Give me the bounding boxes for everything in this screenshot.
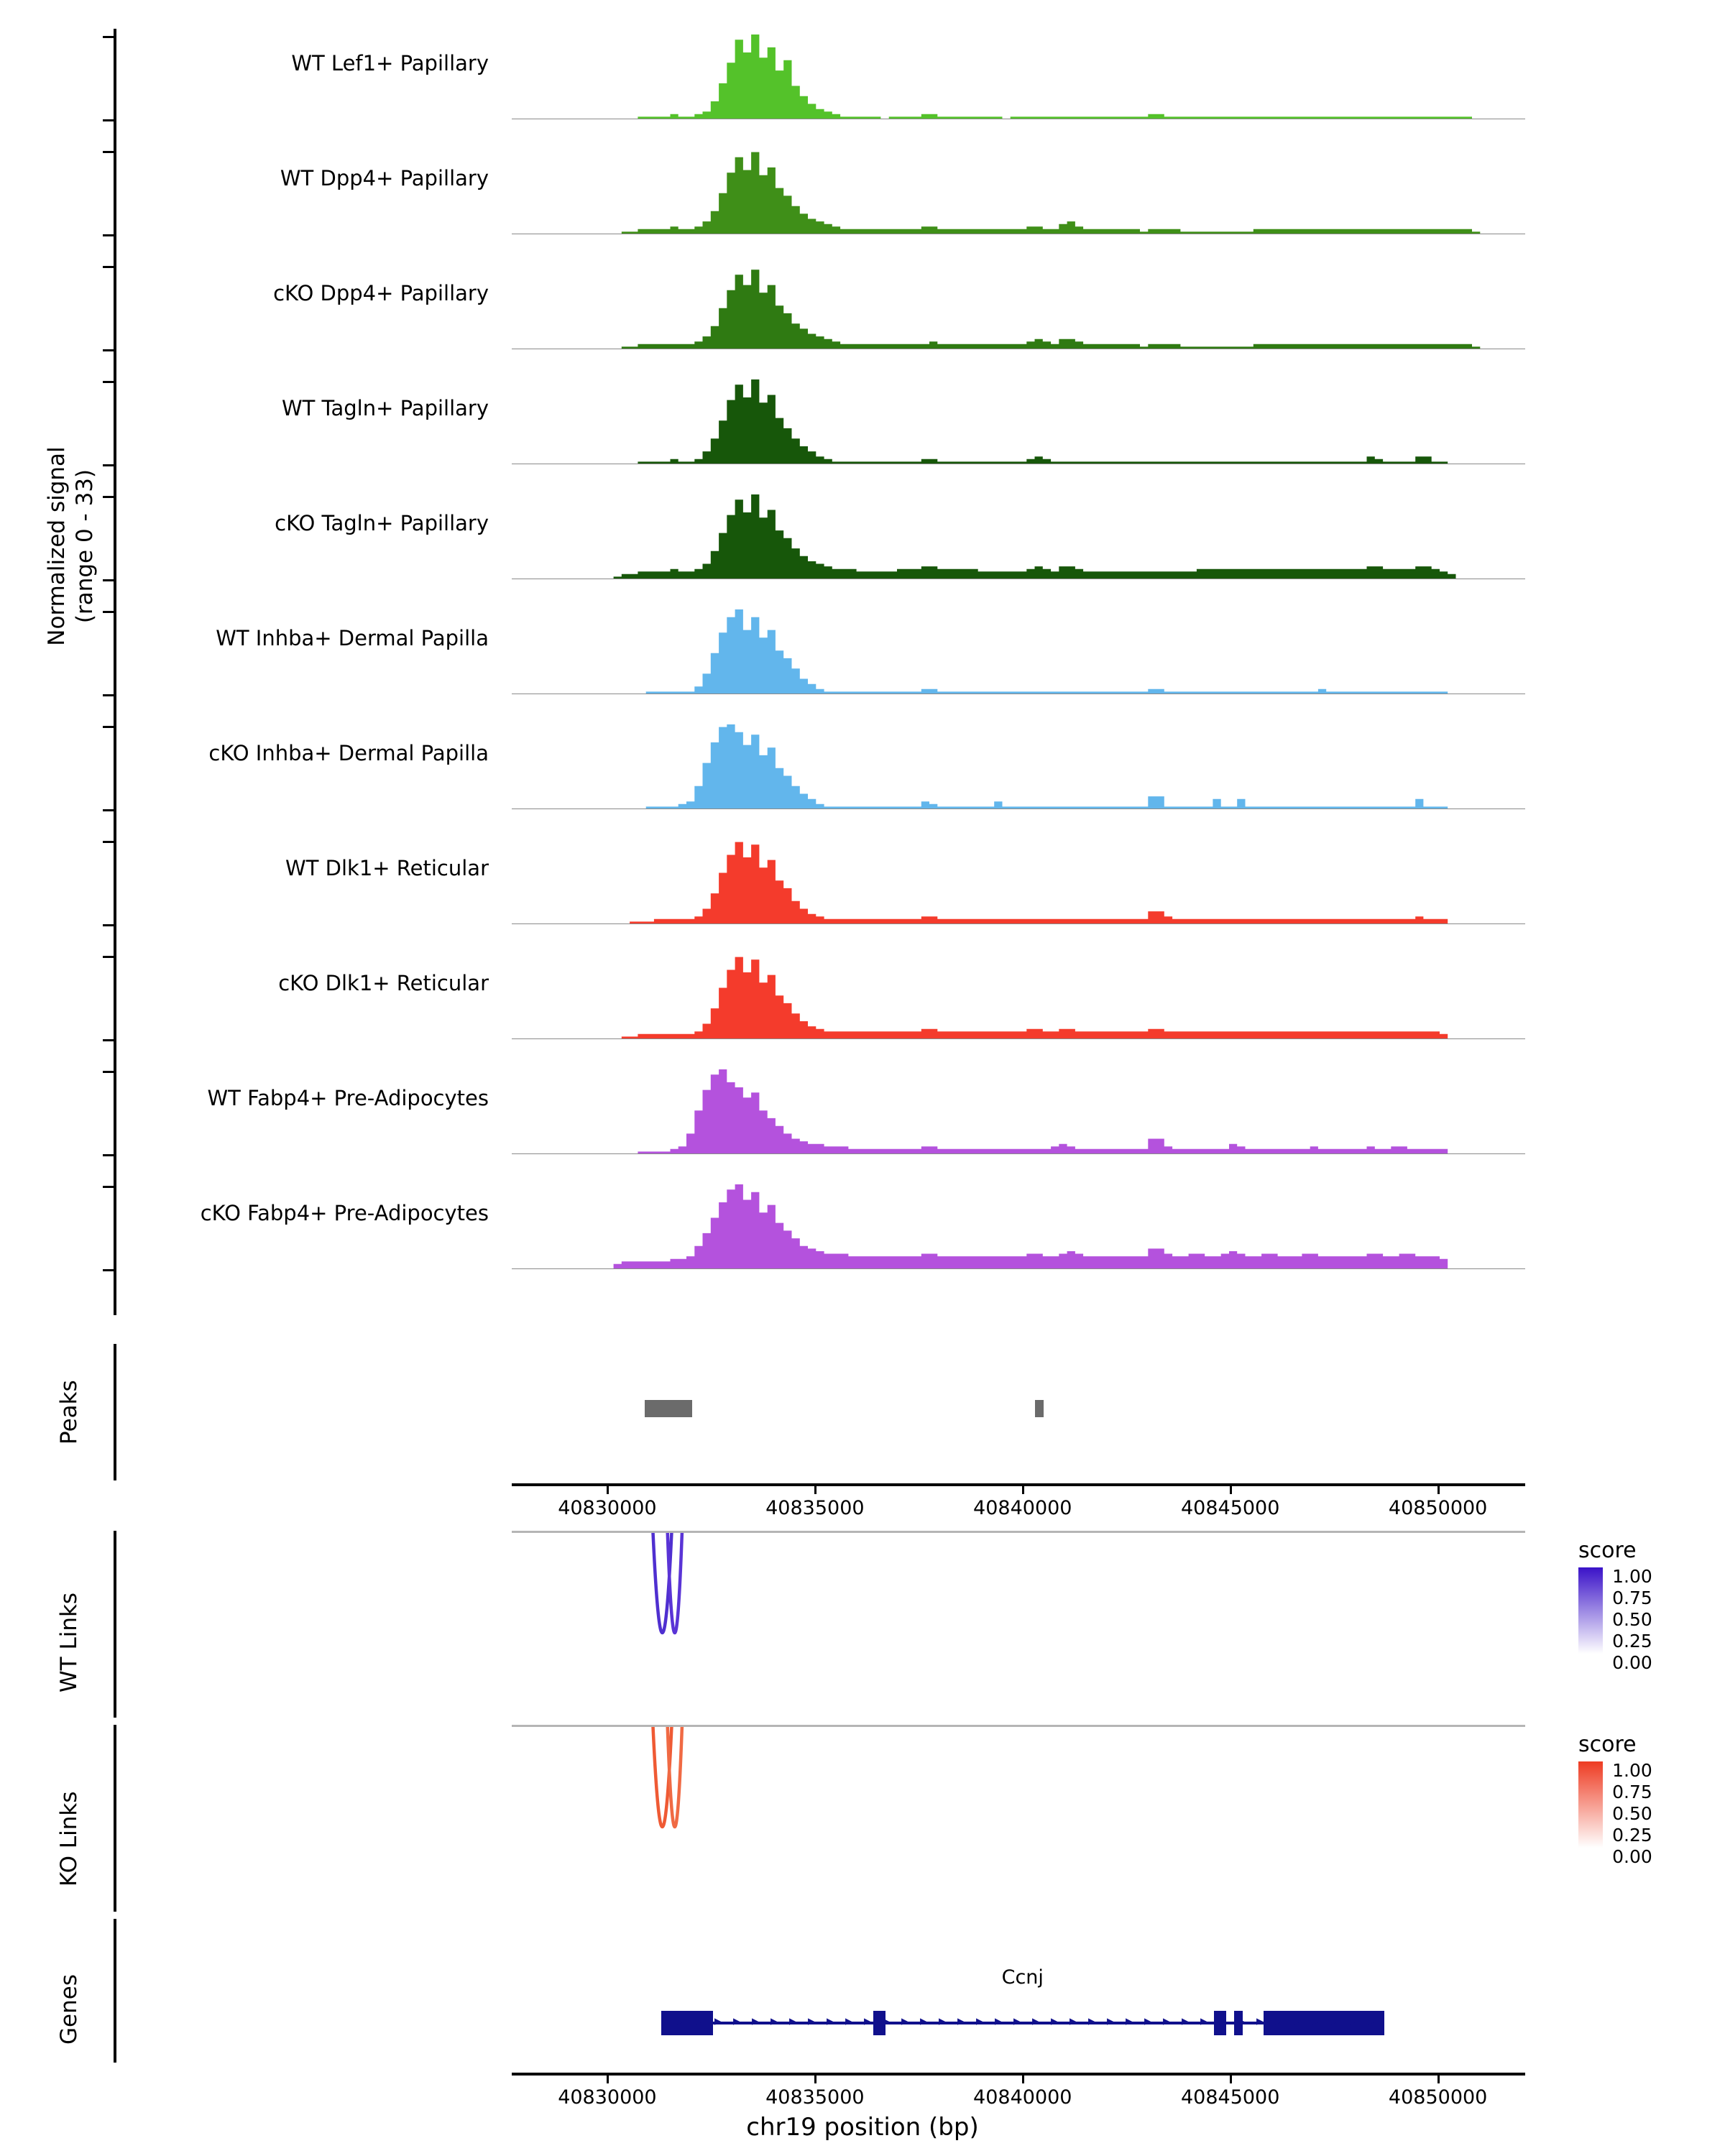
coverage-axis-tick: [103, 381, 114, 383]
coverage-axis-tick: [103, 956, 114, 958]
gene-strand-arrow-icon: ▸: [1126, 2013, 1133, 2029]
gene-strand-arrow-icon: ▸: [976, 2013, 983, 2029]
x-axis-tick-label: 40835000: [765, 2086, 865, 2109]
ko-links-section-label: KO Links: [56, 1791, 82, 1886]
gene-name-label: Ccnj: [1001, 1966, 1044, 1989]
wt-links-legend-title: score: [1578, 1538, 1637, 1563]
gene-strand-arrow-icon: ▸: [1144, 2013, 1151, 2029]
x-axis-tick: [607, 2076, 609, 2083]
coverage-axis-tick: [103, 694, 114, 696]
gene-strand-arrow-icon: ▸: [752, 2013, 759, 2029]
coverage-axis-tick: [103, 349, 114, 351]
gene-strand-arrow-icon: ▸: [1182, 2013, 1189, 2029]
gene-strand-arrow-icon: ▸: [1088, 2013, 1095, 2029]
coverage-axis-tick: [103, 266, 114, 268]
coverage-axis-tick: [103, 36, 114, 38]
gene-strand-arrow-icon: ▸: [1256, 2013, 1264, 2029]
coverage-axis-tick: [103, 841, 114, 843]
x-axis-tick-label: 40830000: [558, 2086, 657, 2109]
gene-strand-arrow-icon: ▸: [1331, 2013, 1338, 2029]
peaks-section-label: Peaks: [56, 1380, 82, 1445]
x-axis-tick: [1230, 2076, 1232, 2083]
x-axis-tick-label: 40845000: [1180, 2086, 1280, 2109]
x-axis-tick: [1022, 2076, 1024, 2083]
x-axis-tick: [1438, 2076, 1440, 2083]
ko-links-legend-title: score: [1578, 1732, 1637, 1757]
coverage-axis-tick: [103, 119, 114, 121]
x-axis-title: chr19 position (bp): [746, 2113, 979, 2142]
genes-section-label: Genes: [56, 1974, 82, 2045]
x-axis-tick-label: 40850000: [1388, 2086, 1488, 2109]
gene-strand-arrow-icon: ▸: [920, 2013, 927, 2029]
legend-tick: 0.75: [1612, 1782, 1652, 1802]
coverage-track-label: WT Tagln+ Papillary: [281, 396, 489, 420]
legend-tick: 0.50: [1612, 1803, 1652, 1824]
gene-strand-arrow-icon: ▸: [1163, 2013, 1170, 2029]
gene-strand-arrow-icon: ▸: [995, 2013, 1002, 2029]
coverage-track-label: WT Dlk1+ Reticular: [285, 856, 489, 880]
coverage-axis-tick: [103, 1186, 114, 1188]
gene-strand-arrow-icon: ▸: [1200, 2013, 1208, 2029]
gene-strand-arrow-icon: ▸: [1275, 2013, 1282, 2029]
gene-strand-arrow-icon: ▸: [1350, 2013, 1357, 2029]
x-axis-tick-label: 40850000: [1388, 1497, 1488, 1519]
coverage-track-label: WT Dpp4+ Papillary: [280, 166, 489, 190]
gene-strand-arrow-icon: ▸: [845, 2013, 852, 2029]
x-axis-tick-label: 40840000: [973, 2086, 1072, 2109]
gene-strand-arrow-icon: ▸: [1013, 2013, 1021, 2029]
y-axis-label-line2: (range 0 - 33): [71, 469, 98, 624]
x-axis-tick-label: 40835000: [765, 1497, 865, 1519]
gene-strand-arrow-icon: ▸: [1107, 2013, 1114, 2029]
gene-strand-arrow-icon: ▸: [789, 2013, 796, 2029]
coverage-axis-tick: [103, 1269, 114, 1271]
gene-strand-arrow-icon: ▸: [957, 2013, 965, 2029]
coverage-axis-tick: [103, 1071, 114, 1073]
coverage-track-label: cKO Tagln+ Papillary: [275, 511, 489, 535]
gene-strand-arrow-icon: ▸: [864, 2013, 871, 2029]
legend-tick: 0.50: [1612, 1609, 1652, 1630]
coverage-track-label: cKO Dpp4+ Papillary: [273, 281, 489, 305]
gene-strand-arrow-icon: ▸: [1368, 2013, 1376, 2029]
gene-strand-arrow-icon: ▸: [1051, 2013, 1058, 2029]
gene-strand-arrow-icon: ▸: [1238, 2013, 1245, 2029]
legend-tick: 0.75: [1612, 1588, 1652, 1608]
gene-strand-arrow-icon: ▸: [733, 2013, 740, 2029]
gene-strand-arrow-icon: ▸: [1032, 2013, 1039, 2029]
x-axis-tick-label: 40830000: [558, 1497, 657, 1519]
gene-strand-arrow-icon: ▸: [883, 2013, 890, 2029]
x-axis-tick-label: 40840000: [973, 1497, 1072, 1519]
coverage-axis-tick: [103, 809, 114, 811]
gene-strand-arrow-icon: ▸: [1294, 2013, 1301, 2029]
wt-links-section-label: WT Links: [56, 1592, 82, 1692]
gene-strand-arrow-icon: ▸: [1219, 2013, 1226, 2029]
legend-tick: 1.00: [1612, 1760, 1652, 1781]
x-axis-tick-label: 40845000: [1180, 1497, 1280, 1519]
coverage-axis-tick: [103, 496, 114, 498]
gene-strand-arrow-icon: ▸: [901, 2013, 908, 2029]
legend-tick: 0.00: [1612, 1846, 1652, 1867]
gene-strand-arrow-icon: ▸: [1312, 2013, 1320, 2029]
coverage-axis-tick: [103, 464, 114, 466]
coverage-track-label: WT Inhba+ Dermal Papilla: [216, 626, 489, 650]
legend-tick: 0.25: [1612, 1825, 1652, 1846]
legend-tick: 0.25: [1612, 1631, 1652, 1651]
coverage-axis-tick: [103, 726, 114, 728]
coverage-axis-tick: [103, 611, 114, 613]
coverage-axis-tick: [103, 151, 114, 153]
y-axis-label-line1: Normalized signal: [44, 446, 70, 646]
coverage-axis-tick: [103, 234, 114, 236]
coverage-track-label: cKO Inhba+ Dermal Papilla: [208, 741, 489, 765]
gene-strand-arrow-icon: ▸: [677, 2013, 684, 2029]
coverage-axis-tick: [103, 924, 114, 926]
coverage-track-label: cKO Fabp4+ Pre-Adipocytes: [200, 1201, 489, 1225]
coverage-axis-tick: [103, 1154, 114, 1156]
coverage-axis-tick: [103, 579, 114, 581]
gene-strand-arrow-icon: ▸: [939, 2013, 946, 2029]
gene-exon: [661, 2011, 713, 2035]
legend-tick: 0.00: [1612, 1652, 1652, 1673]
coverage-track-label: WT Lef1+ Papillary: [291, 51, 489, 75]
coverage-track-label: cKO Dlk1+ Reticular: [278, 971, 489, 995]
x-axis-tick: [814, 2076, 816, 2083]
gene-strand-arrow-icon: ▸: [696, 2013, 703, 2029]
gene-strand-arrow-icon: ▸: [827, 2013, 834, 2029]
gene-strand-arrow-icon: ▸: [1070, 2013, 1077, 2029]
gene-strand-arrow-icon: ▸: [714, 2013, 722, 2029]
coverage-track-label: WT Fabp4+ Pre-Adipocytes: [207, 1086, 489, 1110]
gene-strand-arrow-icon: ▸: [808, 2013, 815, 2029]
legend-tick: 1.00: [1612, 1566, 1652, 1587]
x-axis-line-bottom: [512, 2073, 1525, 2076]
gene-strand-arrow-icon: ▸: [770, 2013, 778, 2029]
coverage-axis-tick: [103, 1039, 114, 1041]
